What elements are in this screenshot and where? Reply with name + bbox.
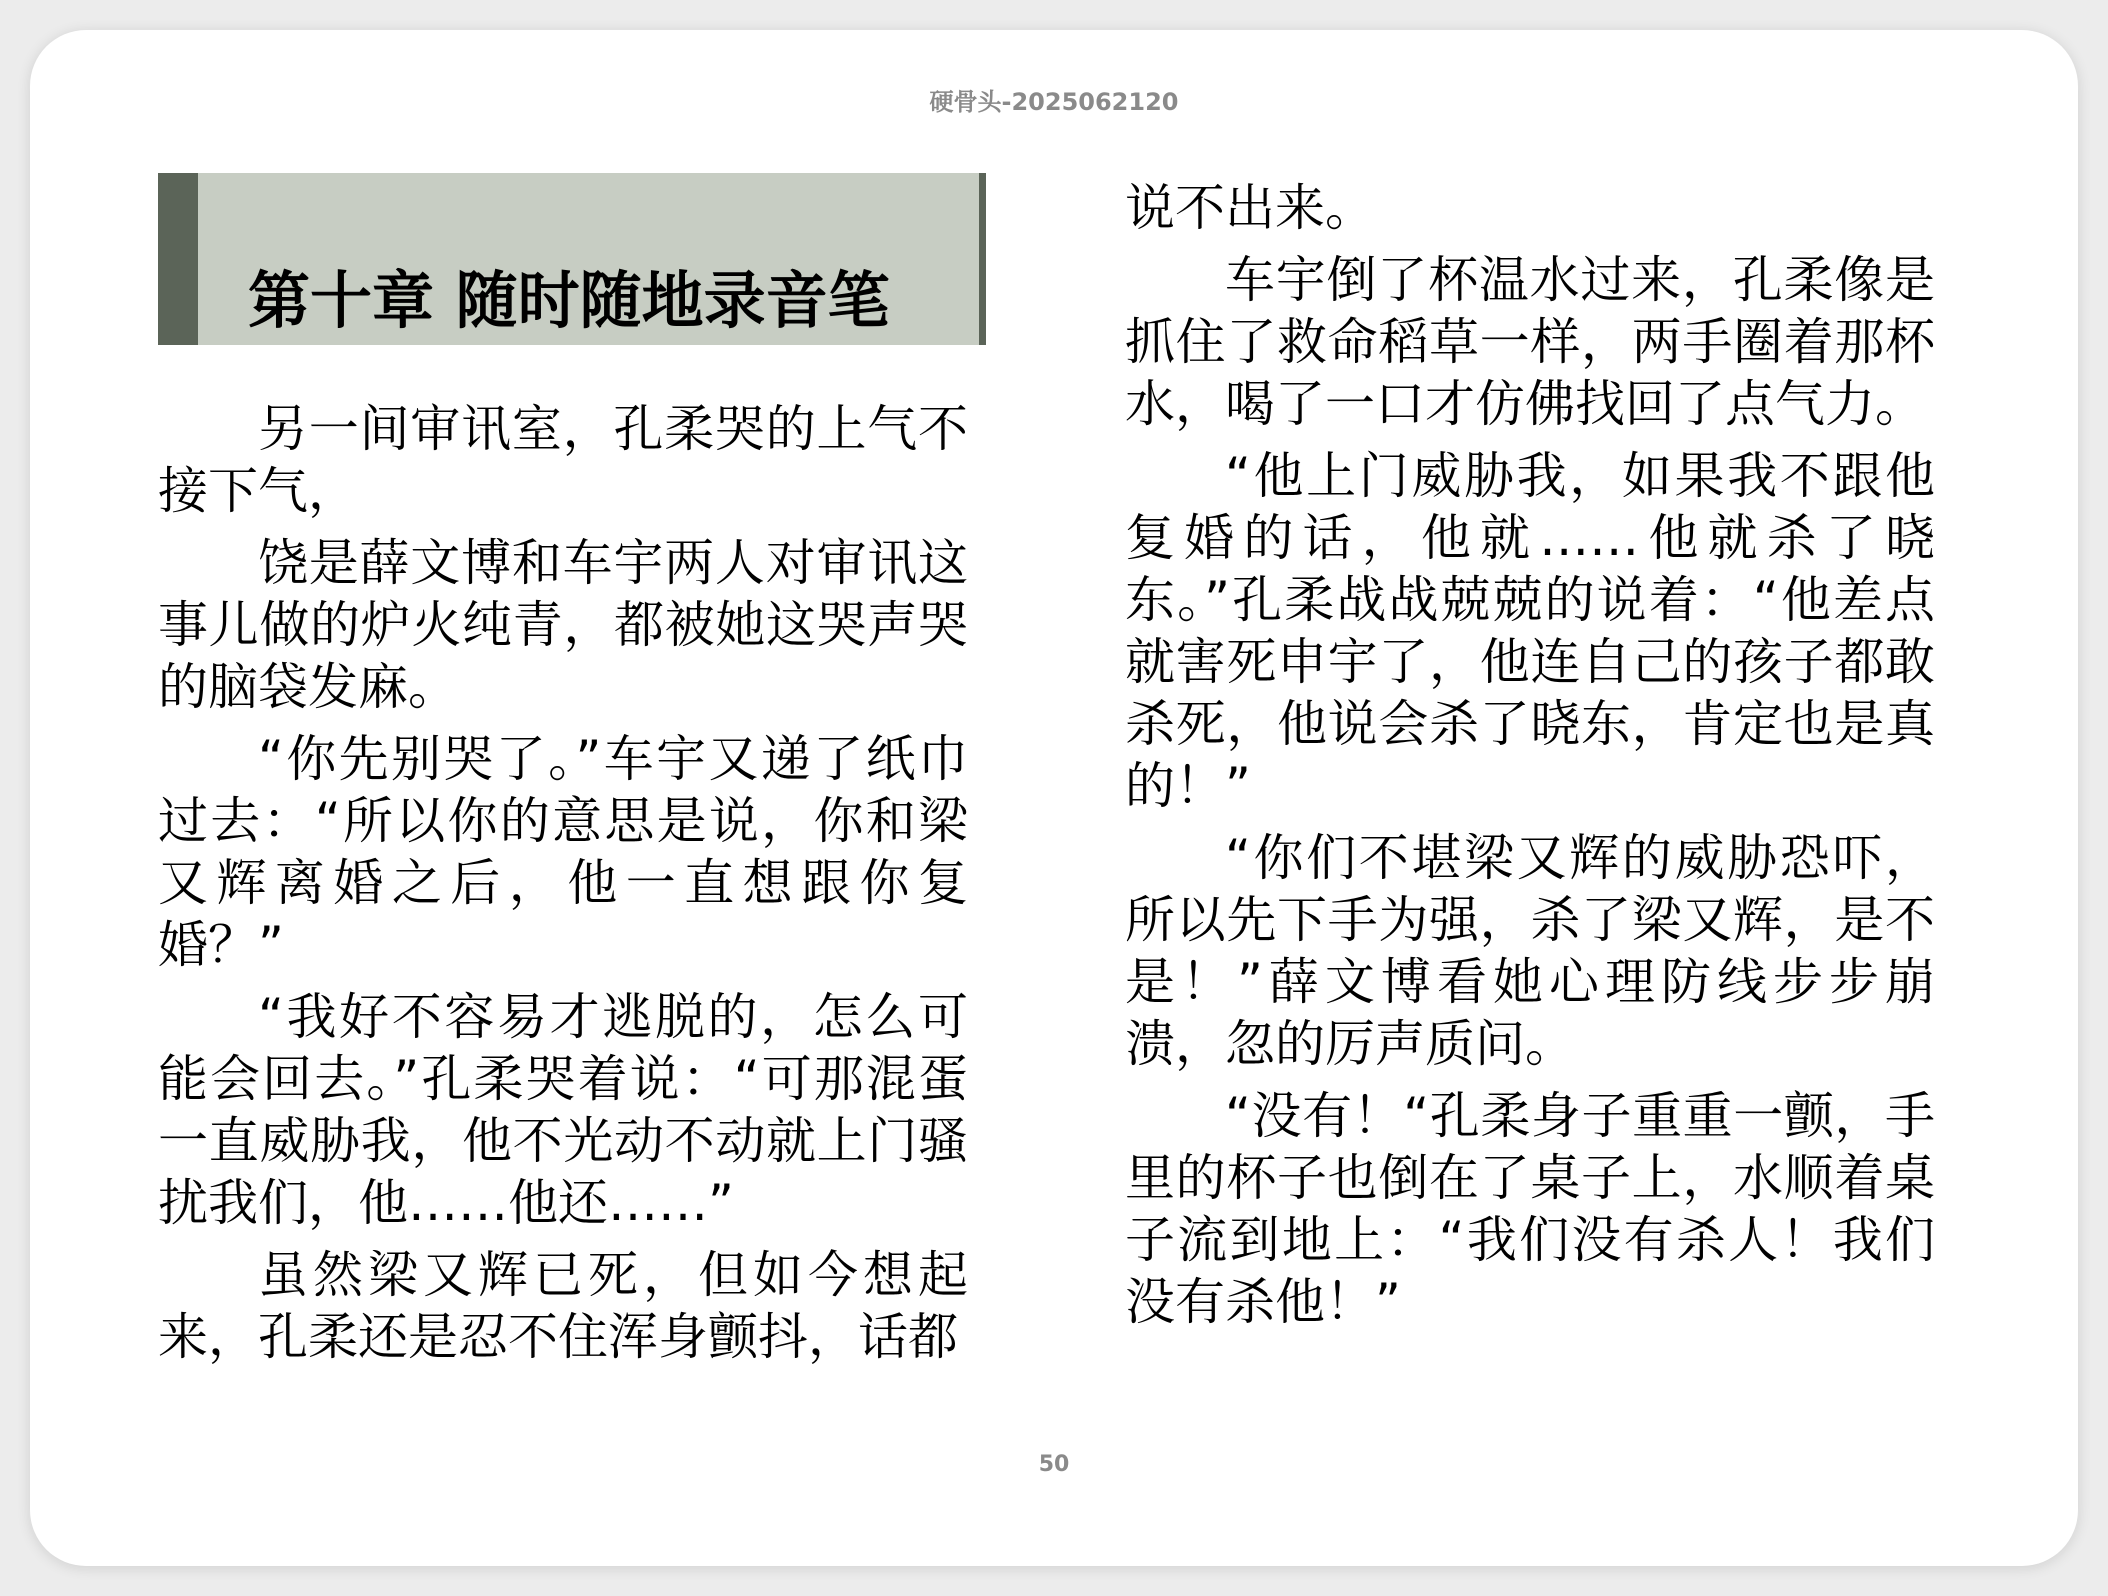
- book-title-header: 硬骨头-2025062120: [929, 88, 1179, 116]
- chapter-title: 第十章 随时随地录音笔: [248, 264, 890, 337]
- right-paragraphs: [1125, 177, 1935, 1343]
- page-number: 50: [1038, 1452, 1070, 1477]
- paragraph: 另一间审讯室，孔柔哭的上气不接下气，: [158, 400, 968, 520]
- book-page: [30, 30, 2078, 1566]
- paragraph: 车宇倒了杯温水过来，孔柔像是抓住了救命稻草一样，两手圈着那杯水，喝了一口才仿佛找回了点气力。: [1125, 251, 1935, 433]
- left-paragraphs: [158, 398, 968, 1378]
- paragraph: “我好不容易才逃脱的，怎么可能会回去。”孔柔哭着说：“可那混蛋一直威胁我，他不光动不动就上门骚扰我们，他……他还……”: [158, 988, 968, 1232]
- paragraph: “没有！“孔柔身子重重一颤，手里的杯子也倒在了桌子上，水顺着桌子流到地上：“我们没有杀人！我们没有杀他！”: [1125, 1087, 1935, 1331]
- paragraph: “你们不堪梁又辉的威胁恐吓，所以先下手为强，杀了梁又辉，是不是！”薛文博看她心理防线步步崩溃，忽的厉声质问。: [1125, 829, 1935, 1073]
- paragraph: 虽然梁又辉已死，但如今想起来，孔柔还是忍不住浑身颤抖，话都: [158, 1246, 968, 1366]
- paragraph: “你先别哭了。”车宇又递了纸巾过去：“所以你的意思是说，你和梁又辉离婚之后，他一直想跟你复婚？”: [158, 730, 968, 974]
- chapter-banner: [158, 173, 986, 345]
- paragraph: 饶是薛文博和车宇两人对审讯这事儿做的炉火纯青，都被她这哭声哭的脑袋发麻。: [158, 534, 968, 716]
- paragraph: “他上门威胁我，如果我不跟他复婚的话，他就……他就杀了晓东。”孔柔战战兢兢的说着：“他差点就害死申宇了，他连自己的孩子都敢杀死，他说会杀了晓东，肯定也是真的！”: [1125, 447, 1935, 815]
- paragraph-continuation: 说不出来。: [1125, 179, 1375, 237]
